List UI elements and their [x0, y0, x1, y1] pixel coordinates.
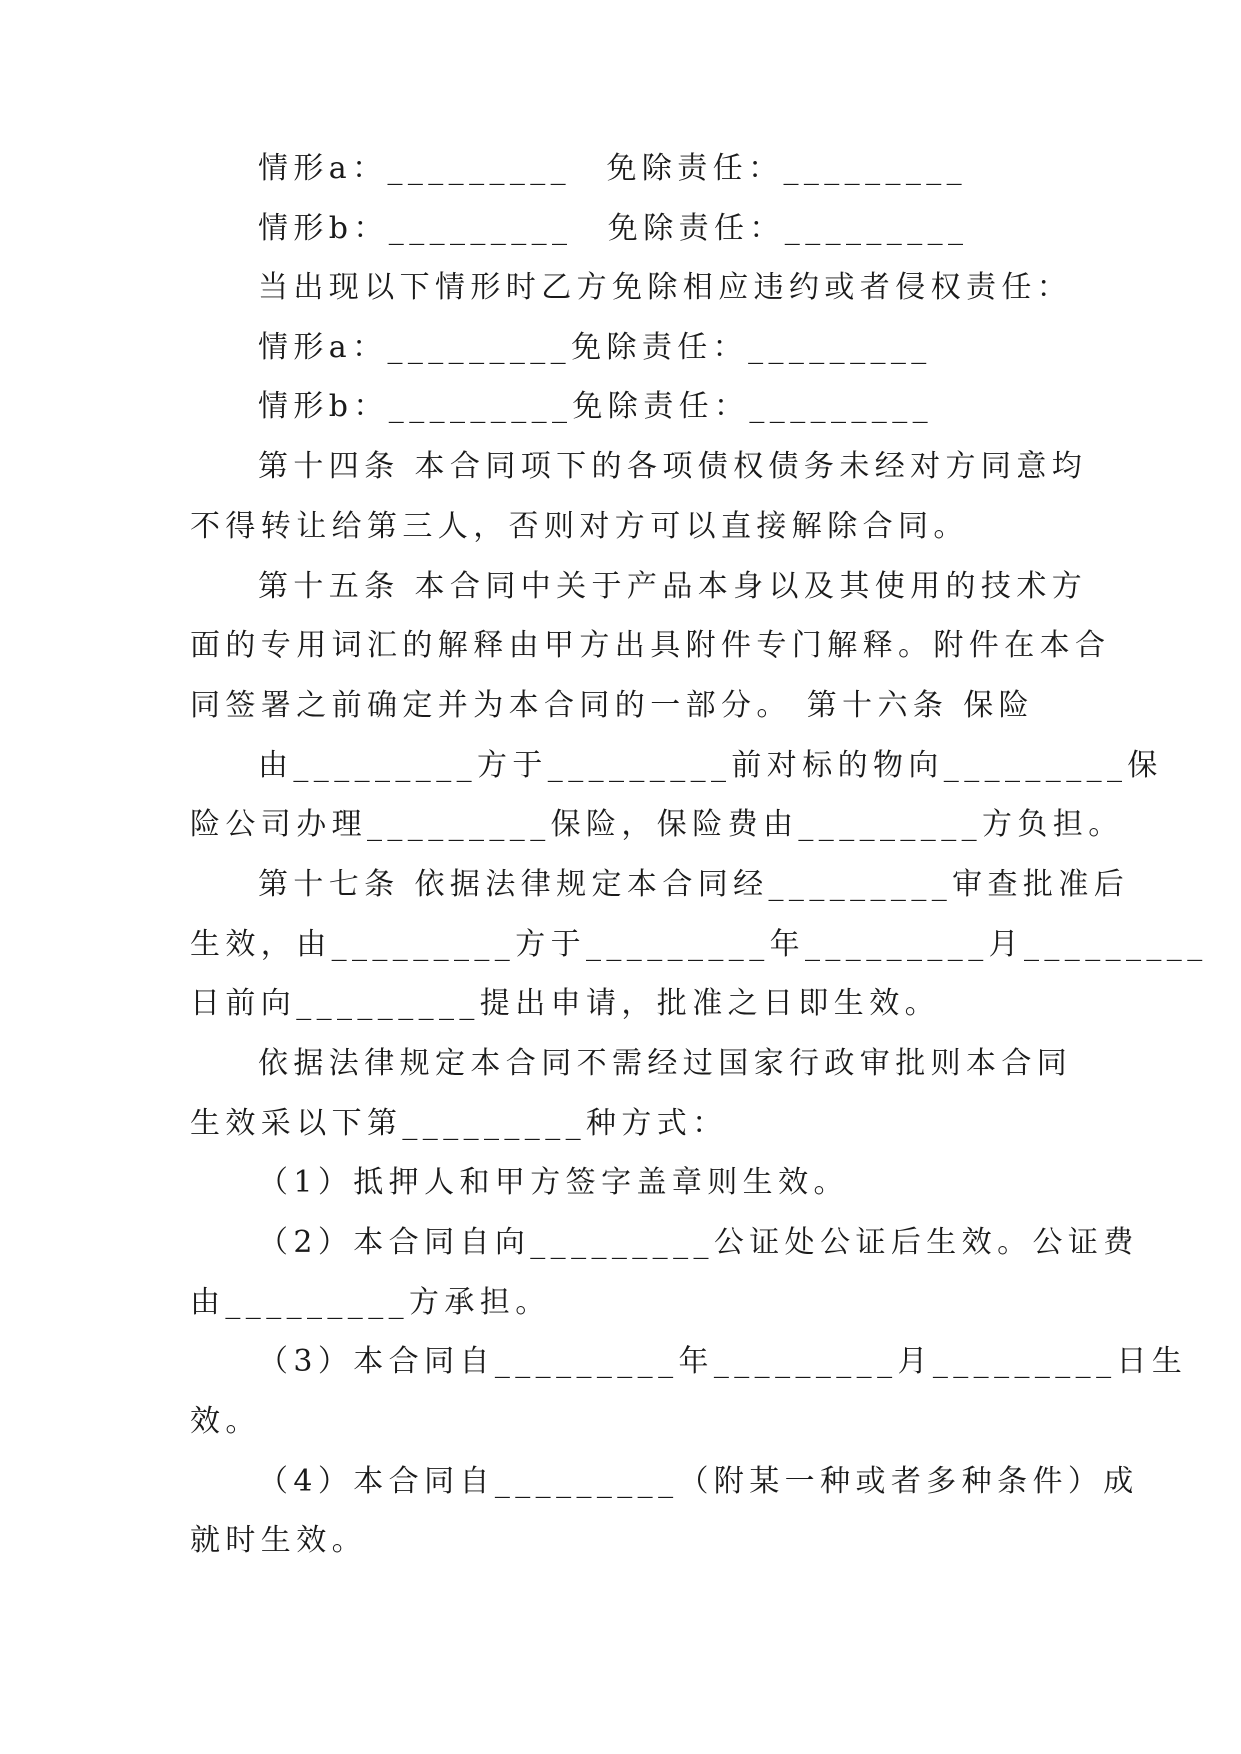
text-line: （1）抵押人和甲方签字盖章则生效。: [258, 1165, 849, 1200]
text-line: 情形b：_________免除责任：_________: [258, 389, 934, 424]
text-line: （4）本合同自_________（附某一种或者多种条件）成: [258, 1464, 1139, 1499]
text-line: 生效，由_________方于_________年_________月_________: [190, 927, 1208, 962]
text-line: （2）本合同自向_________公证处公证后生效。公证费: [258, 1225, 1139, 1260]
text-line: 情形a：_________免除责任：_________: [258, 330, 932, 365]
text-line: 险公司办理_________保险，保险费由_________方负担。: [190, 807, 1124, 842]
text-line: 由_________方于_________前对标的物向_________保: [258, 748, 1163, 783]
text-line: 就时生效。: [190, 1523, 367, 1558]
text-line: 依据法律规定本合同不需经过国家行政审批则本合同: [258, 1046, 1073, 1081]
text-line: 日前向_________提出申请，批准之日即生效。: [190, 986, 940, 1021]
text-line: 由_________方承担。: [190, 1285, 551, 1320]
text-line: 效。: [190, 1404, 261, 1439]
text-line: 生效采以下第_________种方式：: [190, 1106, 728, 1141]
text-line: 当出现以下情形时乙方免除相应违约或者侵权责任：: [258, 270, 1073, 305]
text-line: 同签署之前确定并为本合同的一部分。 第十六条 保险: [190, 688, 1035, 723]
text-line: 面的专用词汇的解释由甲方出具附件专门解释。附件在本合: [190, 628, 1111, 663]
text-line: 情形a：_________ 免除责任：_________: [258, 151, 968, 186]
text-line: 第十四条 本合同项下的各项债权债务未经对方同意均: [258, 449, 1088, 484]
text-line: 第十五条 本合同中关于产品本身以及其使用的技术方: [258, 569, 1088, 604]
text-line: （3）本合同自_________年_________月_________日生: [258, 1344, 1188, 1379]
text-line: 情形b：_________ 免除责任：_________: [258, 211, 969, 246]
text-line: 不得转让给第三人，否则对方可以直接解除合同。: [190, 509, 969, 544]
text-line: 第十七条 依据法律规定本合同经_________审查批准后: [258, 867, 1130, 902]
